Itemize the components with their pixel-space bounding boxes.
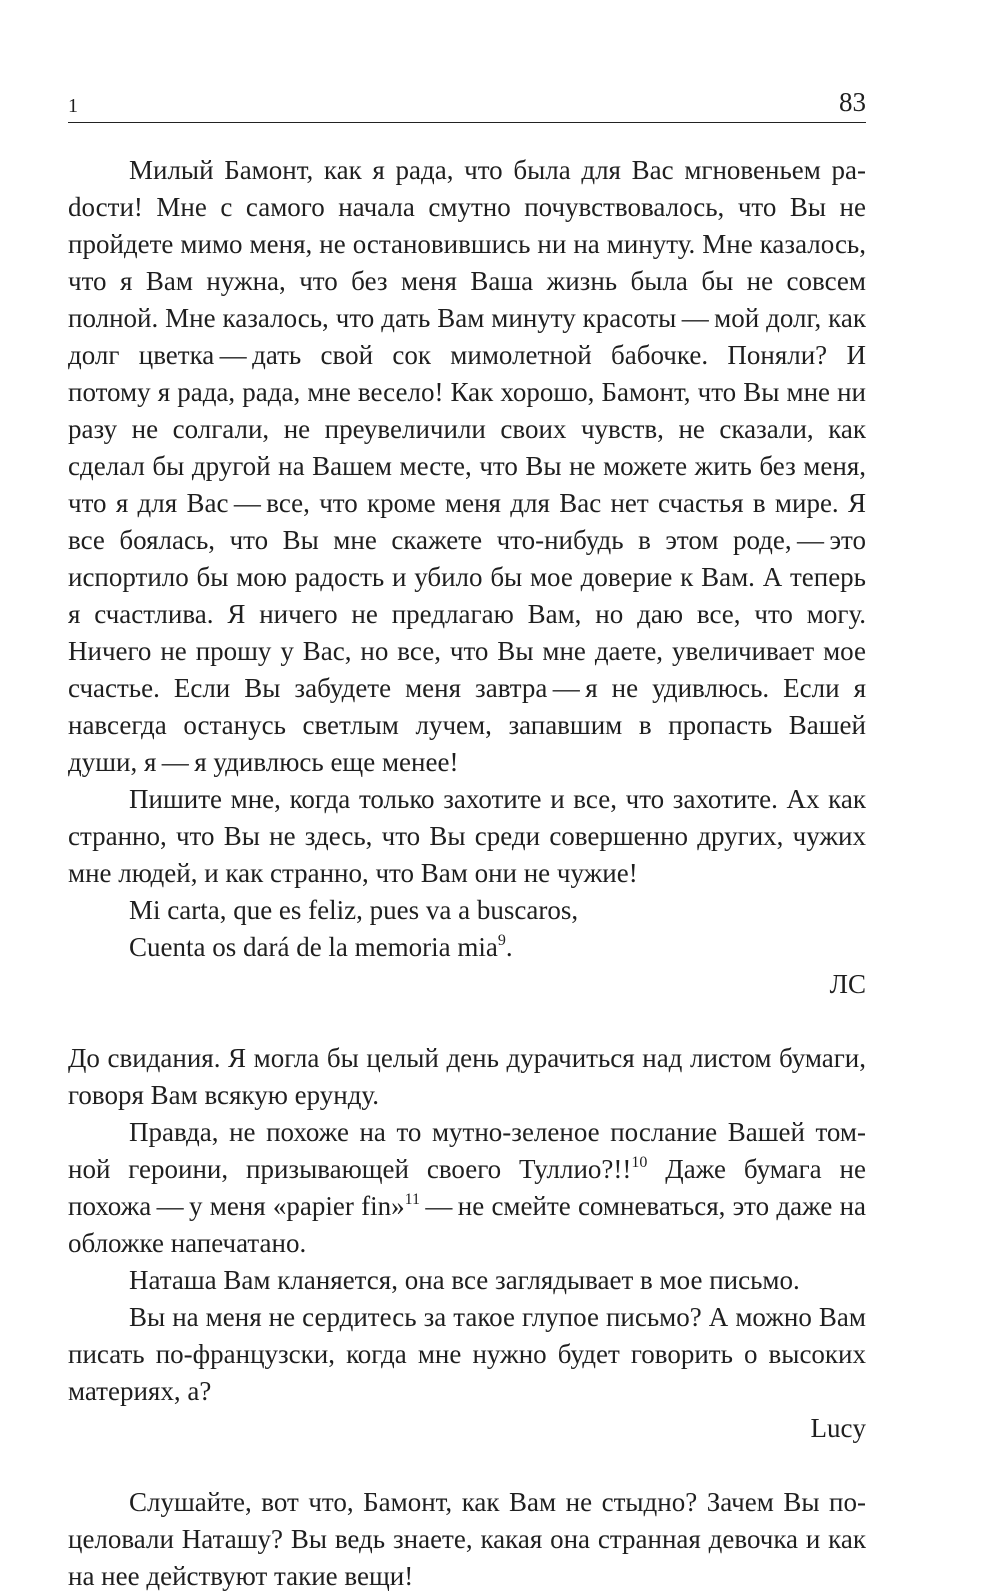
footnote-ref-10: 10 xyxy=(631,1154,648,1171)
signature-lucy: Lucy xyxy=(810,1413,866,1443)
page-body xyxy=(68,152,866,1595)
footnote-ref-9: 9 xyxy=(497,932,506,949)
letter2-paragraph-2-part-b: Даже бумага не похожа — у меня «papier fin» xyxy=(68,1154,866,1221)
letter1-paragraph-2: Пишите мне, когда только захотите и все, что захотите. Ах как странно, что Вы не здесь, что Вы среди совершенно других, чужих мне людей, и как странно, что Вам они не чужие! xyxy=(68,784,866,888)
letter2-paragraph-2 xyxy=(68,1114,866,1262)
letter1-paragraph-1: Милый Бамонт, как я рада, что была для Вас мгновеньем раdости! Мне с самого начала смутно почувствовалось, что Вы не пройдете мимо меня, не остановившись ни на минуту. Мне казалось, что я Вам нужна, что без меня Ваша жизнь была бы не совсем полной. Мне казалось, что дать Вам минуту красоты — мой долг, как долг цветка — дать свой сок мимолетной бабочке. Поняли? И потому я рада, рада, мне весело! Как хорошо, Бамонт, что Вы мне ни разу не солгали, не преувеличили своих чувств, не сказали, как сделал бы другой на Вашем месте, что Вы не можете жить без меня, что я для Вас — все, что кроме меня для Вас нет счастья в мире. Я все боялась, что Вы мне скажете что-нибудь в этом роде, — это испортило бы мою радость и убило бы мое доверие к Вам. А теперь я счастлива. Я ничего не предлагаю Вам, но даю все, что могу. Ничего не прошу у Вас, но все, что Вы мне даете, увеличивает мое счастье. Если Вы забудете меня завтра — я не удивлюсь. Если я навсегда останусь светлым лучем, запавшим в пропасть Вашей души, я — я удивлюсь еще менее! xyxy=(68,155,866,777)
letter2-paragraph-2-part-c: — не смейте сомневаться, это даже на обложке напечатано. xyxy=(68,1191,866,1258)
letter2-paragraph-3: Наташа Вам кланяется, она все заглядывает в мое письмо. xyxy=(129,1265,800,1295)
signature-ls: ЛС xyxy=(829,969,866,999)
page-number: 83 xyxy=(839,87,866,117)
verse-line-2-text: Cuenta os dará de la memoria mia xyxy=(129,932,498,962)
letter3-paragraph-1: Слушайте, вот что, Бамонт, как Вам не стыдно? Зачем Вы поцеловали Наташу? Вы ведь знаете, какая она странная девочка и как на нее действуют такие вещи! xyxy=(68,1487,866,1591)
verse-line-1: Mi carta, que es feliz, pues va a buscaros, xyxy=(129,895,579,925)
letter2-paragraph-2-part-a: Правда, не похоже на то мутно-зеленое послание Вашей томной героини, призывающей своего Туллио?!! xyxy=(68,1117,866,1184)
running-header xyxy=(68,86,866,123)
letter2-paragraph-1: До свидания. Я могла бы целый день дурачиться над листом бумаги, говоря Вам всякую ерунду. xyxy=(68,1043,866,1110)
chapter-number: 1 xyxy=(68,95,78,117)
footnote-ref-11: 11 xyxy=(404,1191,420,1208)
verse-line-2: Cuenta os dará de la memoria mia$^9$. xyxy=(129,932,513,962)
letter2-paragraph-4: Вы на меня не сердитесь за такое глупое письмо? А можно Вам писать по-французски, когда мне нужно будет говорить о высоких материях, а? xyxy=(68,1302,866,1406)
